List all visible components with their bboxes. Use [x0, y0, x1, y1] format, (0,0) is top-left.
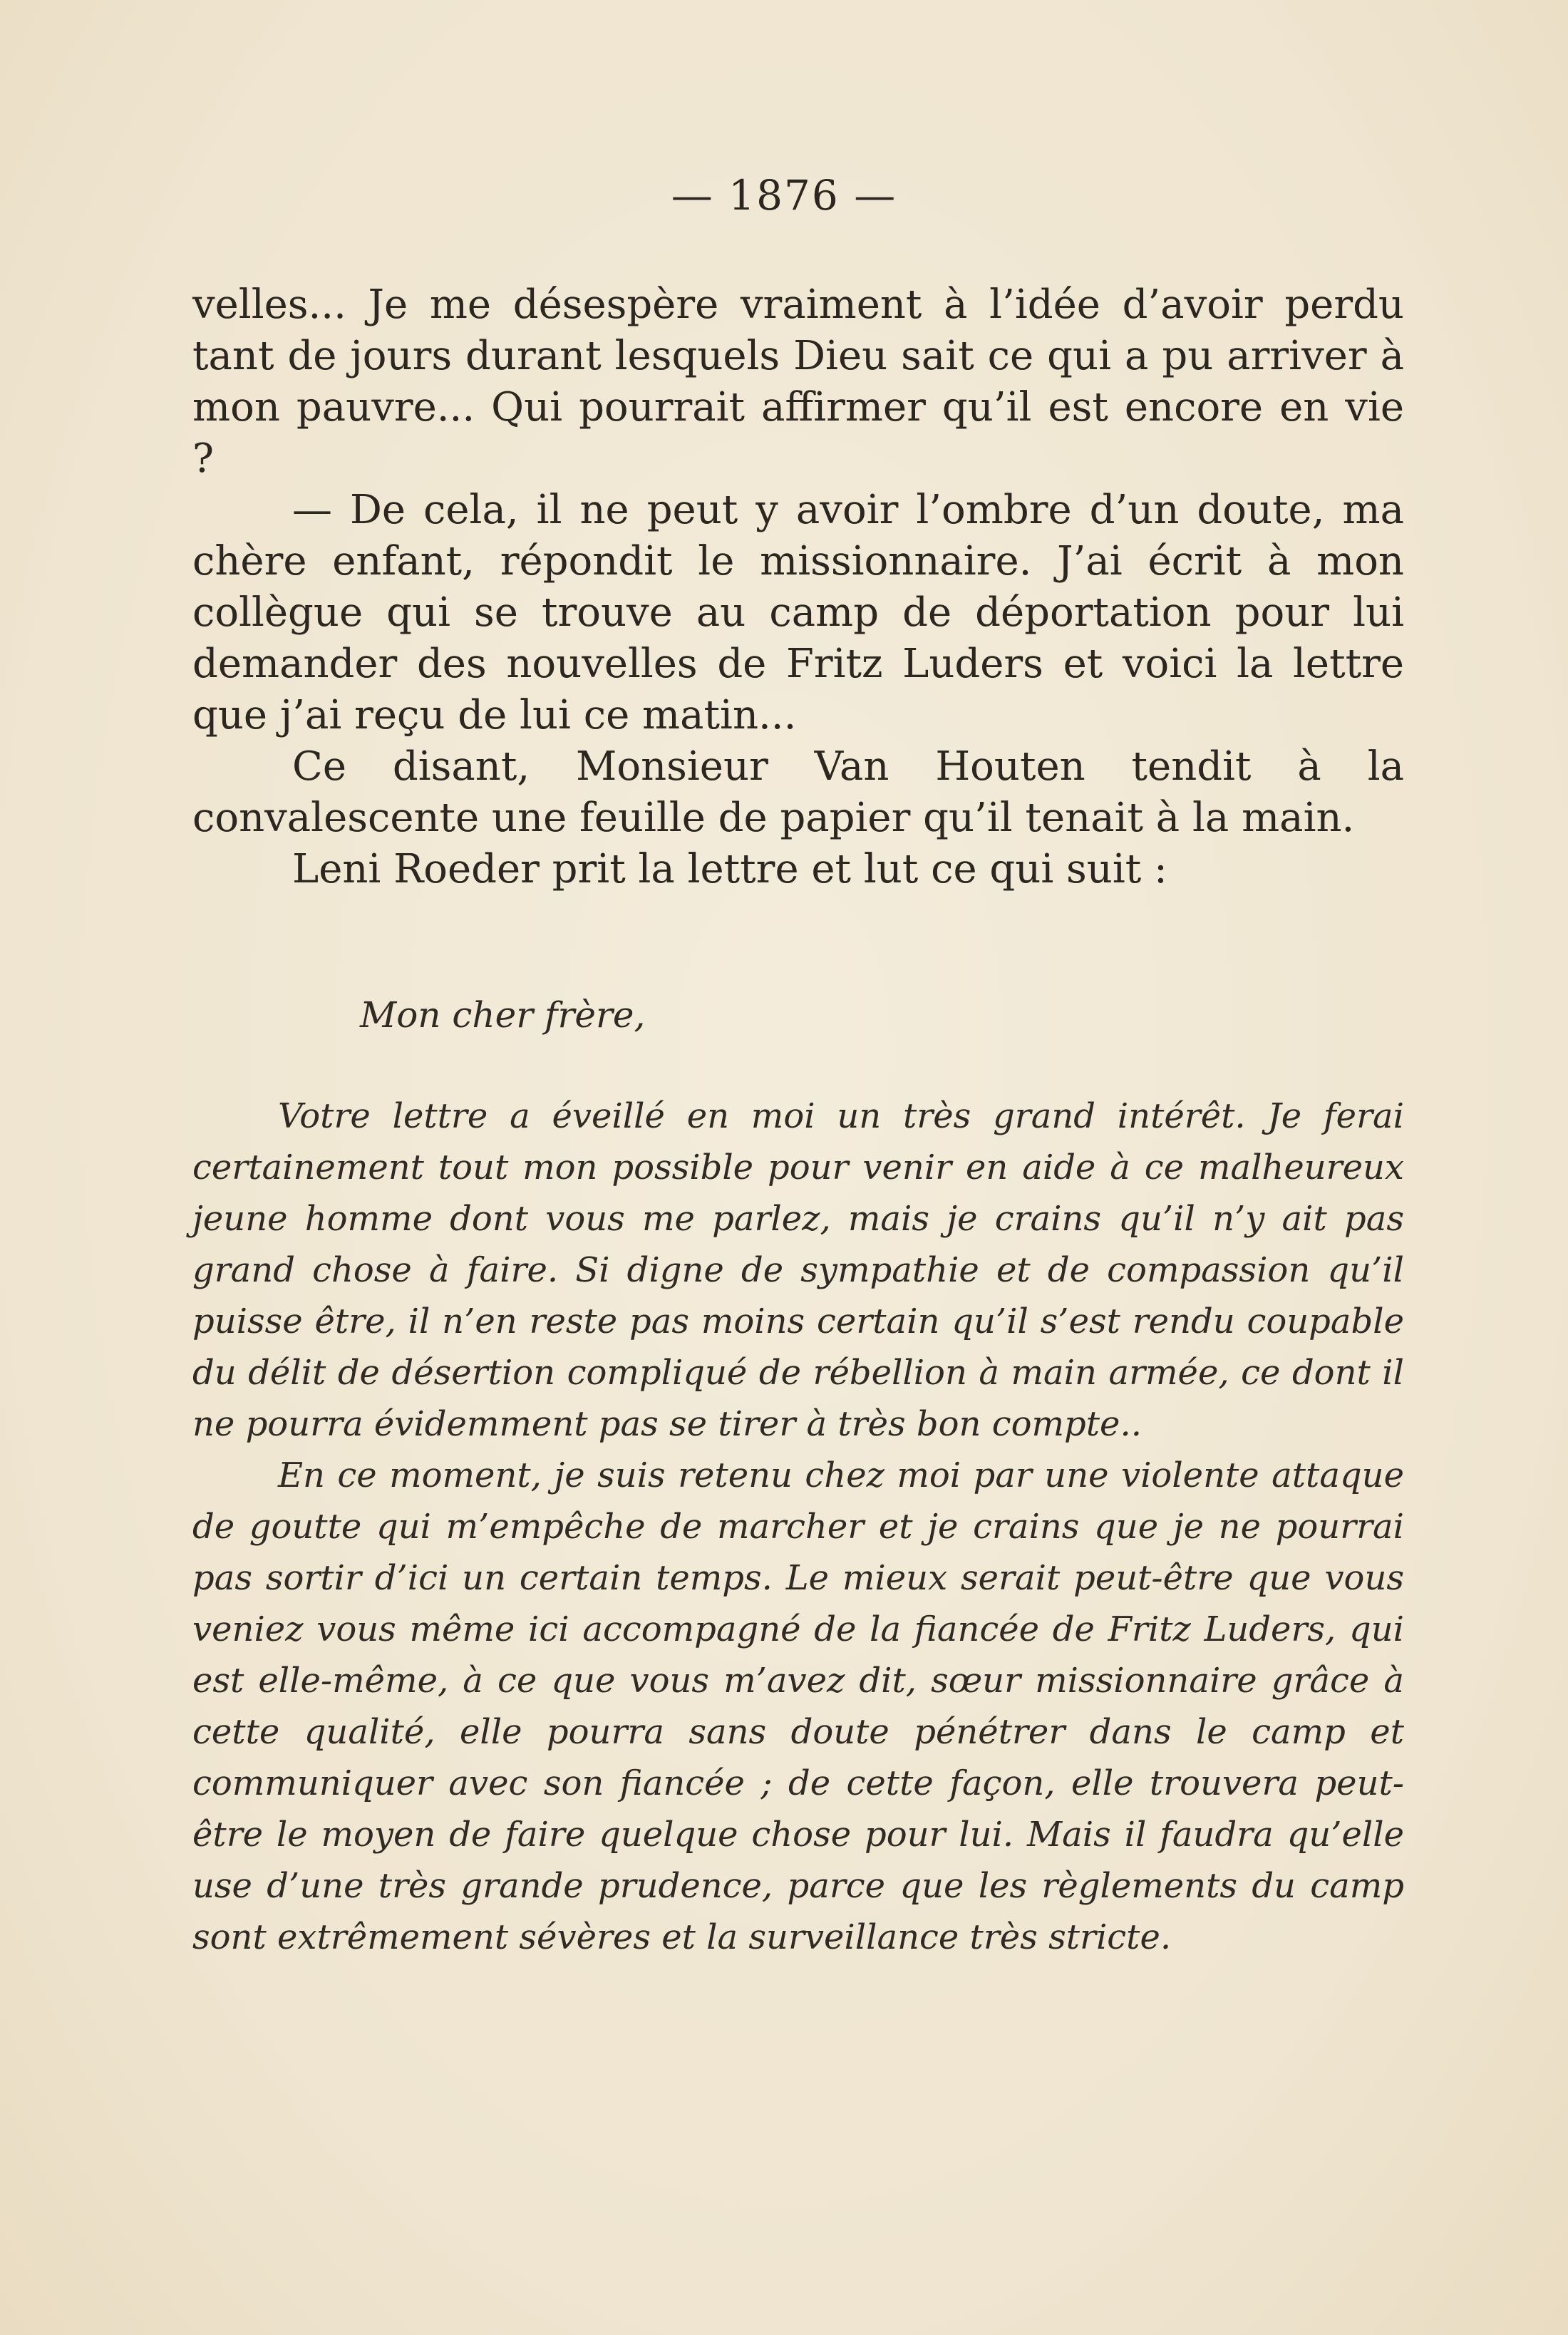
letter-salutation: Mon cher frère, — [360, 994, 646, 1036]
narrative-paragraph-2: — De cela, il ne peut y avoir l’ombre d’un doute, ma chère enfant, répondit le missionnaire. J’ai écrit à mon collègue qui se trouve au camp de déportation pour lui demander des nouvelles de Fritz Luders et voici la lettre que j’ai reçu de lui ce matin... — [192, 487, 1404, 738]
narrative-text — [192, 279, 1404, 895]
narrative-paragraph-4: Leni Roeder prit la lettre et lut ce qui suit : — [292, 846, 1167, 892]
letter-paragraph-1: Votre lettre a éveillé en moi un très grand intérêt. Je ferai certainement tout mon possible pour venir en aide à ce malheureux jeune homme dont vous me parlez, mais je crains qu’il n’y ait pas grand chose à faire. Si digne de sympathie et de compassion qu’il puisse être, il n’en reste pas moins certain qu’il s’est rendu coupable du délit de désertion compliqué de rébellion à main armée, ce dont il ne pourra évidemment pas se tirer à très bon compte.. — [192, 1096, 1404, 1444]
narrative-paragraph-1: velles... Je me désespère vraiment à l’idée d’avoir perdu tant de jours durant lesquels Dieu sait ce qui a pu arriver à mon pauvre... Qui pourrait affirmer qu’il est encore en vie ? — [192, 282, 1404, 482]
letter-paragraph-2: En ce moment, je suis retenu chez moi par une violente attaque de goutte qui m’empêche de marcher et je crains que je ne pourrai pas sortir d’ici un certain temps. Le mieux serait peut-être que vous veniez vous même ici accompagné de la fiancée de Fritz Luders, qui est elle-même, à ce que vous m’avez dit, sœur missionnaire grâce à cette qualité, elle pourra sans doute pénétrer dans le camp et communiquer avec son fiancée ; de cette façon, elle trouvera peut-être le moyen de faire quelque chose pour lui. Mais il faudra qu’elle use d’une très grande prudence, parce que les règlements du camp sont extrêmement sévères et la surveillance très stricte. — [192, 1455, 1404, 1957]
letter-body — [192, 1091, 1404, 1963]
narrative-paragraph-3: Ce disant, Monsieur Van Houten tendit à la convalescente une feuille de papier qu’il tenait à la main. — [192, 743, 1404, 841]
page-number: — 1876 — — [671, 171, 897, 220]
